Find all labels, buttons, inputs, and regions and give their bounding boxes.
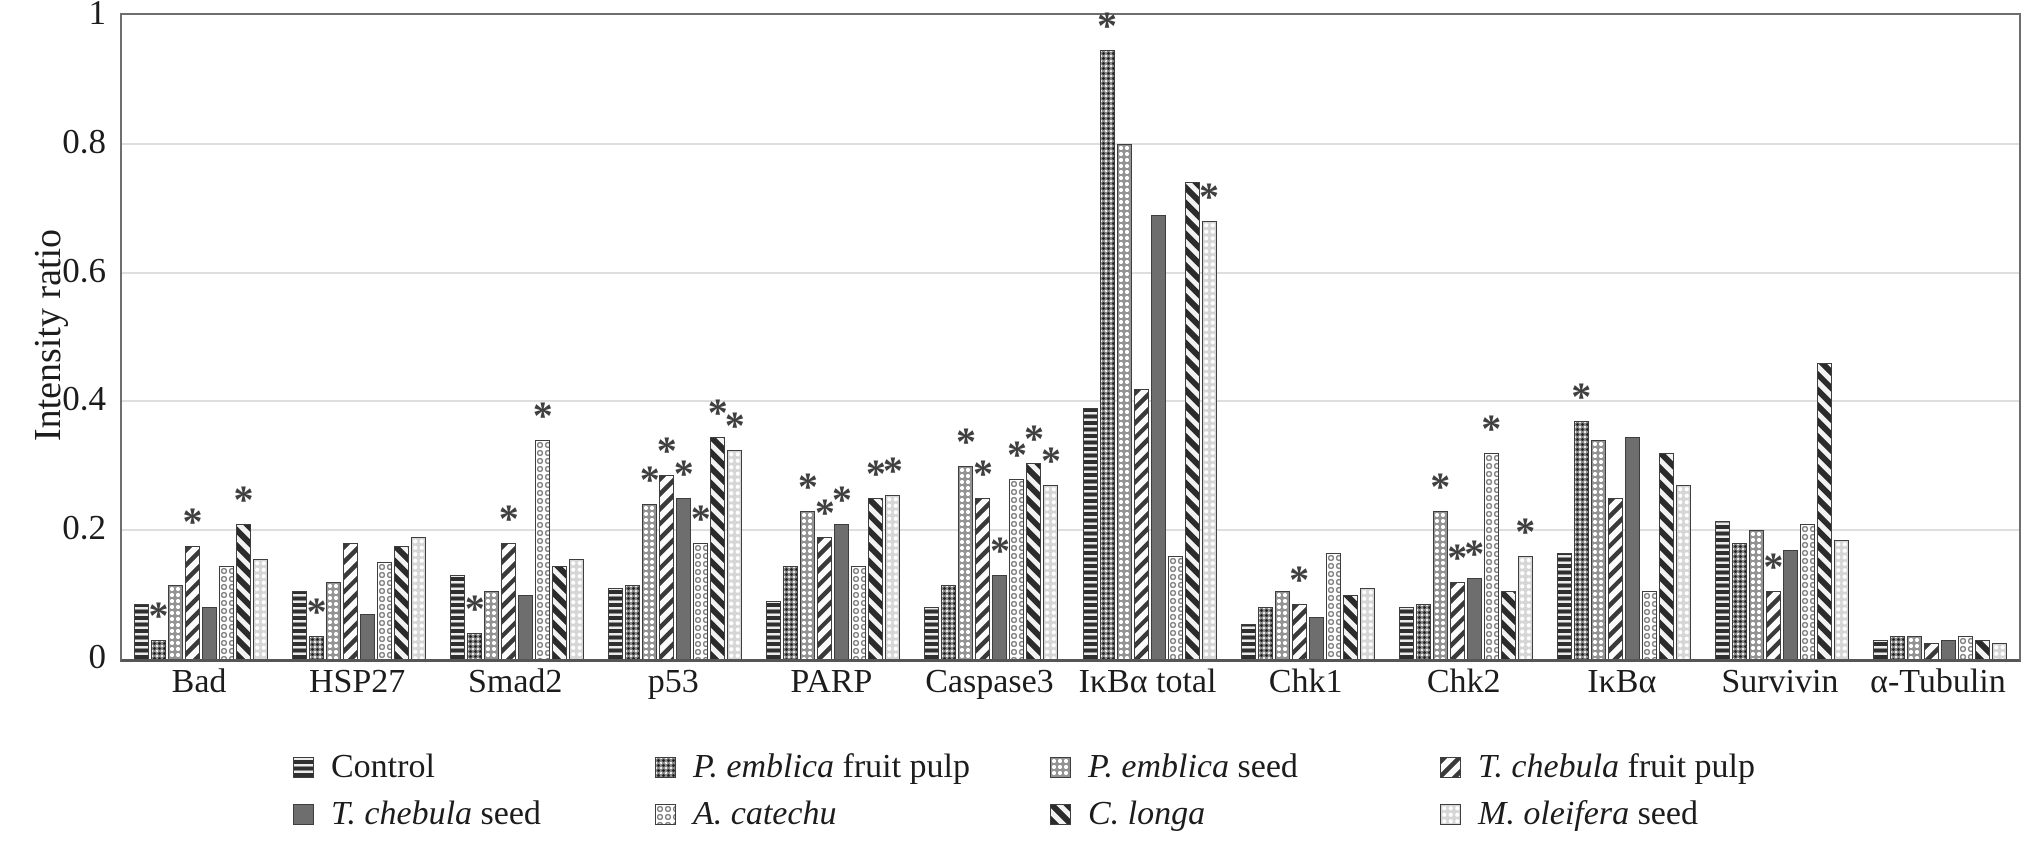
- bar: [518, 595, 533, 659]
- legend-label-regular-part: seed: [472, 795, 541, 832]
- legend-item: [1440, 795, 1920, 833]
- significance-asterisk: *: [182, 499, 203, 544]
- x-axis-label: Smad2: [467, 663, 563, 700]
- bar: [343, 543, 358, 659]
- significance-asterisk: *: [707, 390, 728, 435]
- bar: [1924, 643, 1939, 659]
- bar: [1416, 604, 1431, 659]
- legend-swatch-diagonal-up-stripes-icon: [1440, 757, 1461, 778]
- bar: [766, 601, 781, 659]
- bar: [377, 562, 392, 659]
- significance-asterisk: *: [1040, 438, 1061, 483]
- bar: [783, 566, 798, 659]
- legend-label-italic-part: T. chebula: [331, 795, 473, 832]
- x-axis-label: α-Tubulin: [1870, 663, 2006, 700]
- bar: [253, 559, 268, 659]
- bar: [1749, 530, 1764, 659]
- x-axis-label: Survivin: [1721, 663, 1839, 700]
- significance-asterisk: *: [831, 477, 852, 522]
- bar: [1715, 521, 1730, 659]
- legend-label-regular-part: seed: [1229, 748, 1298, 785]
- bar: [1958, 636, 1973, 659]
- significance-asterisk: *: [972, 451, 993, 496]
- significance-asterisk: *: [797, 464, 818, 509]
- significance-asterisk: *: [673, 451, 694, 496]
- legend-swatch-dark-stipple-icon: [655, 757, 676, 778]
- bar: [1766, 591, 1781, 659]
- gridline-0.8: [122, 143, 2019, 145]
- legend-label-regular-part: fruit pulp: [834, 748, 970, 785]
- bar: [1168, 556, 1183, 659]
- legend-item: [1440, 748, 1920, 786]
- significance-asterisk: *: [1481, 406, 1502, 451]
- bar: [975, 498, 990, 659]
- legend-label: [1088, 748, 1298, 786]
- significance-asterisk: *: [1097, 3, 1118, 48]
- bar: [1309, 617, 1324, 659]
- legend-item: [293, 748, 655, 786]
- x-axis-label: Chk2: [1426, 663, 1501, 700]
- legend-swatch-diagonal-down-stripes-icon: [1050, 804, 1071, 825]
- legend-label-italic-part: P. emblica: [693, 748, 835, 785]
- x-axis-label: PARP: [790, 663, 873, 700]
- bar: [1467, 578, 1482, 659]
- significance-asterisk: *: [1006, 432, 1027, 477]
- bar: [1574, 421, 1589, 659]
- legend-label-italic-part: T. chebula: [1478, 748, 1620, 785]
- bar: [569, 559, 584, 659]
- x-axis-label: IκBα total: [1078, 663, 1217, 700]
- legend-swatch-solid-dark-gray-icon: [293, 804, 314, 825]
- significance-asterisk: *: [306, 589, 327, 634]
- x-axis-label: Caspase3: [925, 663, 1054, 700]
- legend-swatch-white-diamond-dots-icon: [655, 804, 676, 825]
- bar: [1873, 640, 1888, 659]
- legend-swatch-gray-polka-icon: [1050, 757, 1071, 778]
- significance-asterisk: *: [814, 490, 835, 535]
- significance-asterisk: *: [656, 428, 677, 473]
- y-tick-label: 0.4: [62, 379, 106, 419]
- bar: [1732, 543, 1747, 659]
- bar: [134, 604, 149, 659]
- legend-label: [331, 795, 541, 833]
- legend-label-italic-part: A. catechu: [693, 795, 837, 832]
- bar: [924, 607, 939, 659]
- bar: [608, 588, 623, 659]
- y-tick-label: 1: [88, 0, 106, 32]
- significance-asterisk: *: [1515, 509, 1536, 554]
- bar: [1100, 50, 1115, 659]
- y-tick-label: 0.2: [62, 508, 106, 548]
- bar: [1185, 182, 1200, 659]
- significance-asterisk: *: [498, 496, 519, 541]
- significance-asterisk: *: [1289, 557, 1310, 602]
- bar: [1360, 588, 1375, 659]
- legend-label: [693, 748, 970, 786]
- bar: [1676, 485, 1691, 659]
- significance-asterisk: *: [1023, 416, 1044, 461]
- legend-item: [293, 795, 655, 833]
- legend-label: [693, 795, 837, 833]
- bar: [501, 543, 516, 659]
- bar: [1800, 524, 1815, 659]
- x-axis-label: HSP27: [308, 663, 406, 700]
- x-axis-label: IκBα: [1587, 663, 1657, 700]
- significance-asterisk: *: [532, 393, 553, 438]
- legend-item: [1050, 795, 1440, 833]
- significance-asterisk: *: [1763, 544, 1784, 589]
- significance-asterisk: *: [1447, 535, 1468, 580]
- bar: [1009, 479, 1024, 659]
- bar: [1275, 591, 1290, 659]
- bar: [1992, 643, 2007, 659]
- bar: [326, 582, 341, 659]
- bar: [1817, 363, 1832, 659]
- bar: [659, 475, 674, 659]
- bar: [800, 511, 815, 659]
- bar: [642, 504, 657, 659]
- bar: [1518, 556, 1533, 659]
- legend-label-regular-part: fruit pulp: [1619, 748, 1755, 785]
- bar: [1642, 591, 1657, 659]
- legend-label-regular-part: seed: [1629, 795, 1698, 832]
- bar: [1151, 215, 1166, 659]
- bar: [1907, 636, 1922, 659]
- x-axis-label: p53: [647, 663, 699, 700]
- bar: [1975, 640, 1990, 659]
- bar: [202, 607, 217, 659]
- gridline-0.2: [122, 529, 2019, 531]
- bar: [885, 495, 900, 659]
- legend-label: [1478, 795, 1698, 833]
- significance-asterisk: *: [955, 419, 976, 464]
- plot-area: [120, 3, 2021, 662]
- significance-asterisk: *: [233, 477, 254, 522]
- significance-asterisk: *: [148, 593, 169, 638]
- legend-swatch-horizontal-lines-icon: [293, 757, 314, 778]
- bar: [1043, 485, 1058, 659]
- significance-asterisk: *: [865, 451, 886, 496]
- y-tick-label: 0.6: [62, 250, 106, 290]
- bar: [817, 537, 832, 659]
- bar: [1625, 437, 1640, 659]
- gridline-0.4: [122, 400, 2019, 402]
- bar: [1783, 550, 1798, 659]
- bar: [1083, 408, 1098, 659]
- bar: [1326, 553, 1341, 659]
- bar: [1834, 540, 1849, 659]
- significance-asterisk: *: [1571, 374, 1592, 419]
- bar: [467, 633, 482, 659]
- bar: [151, 640, 166, 659]
- bar: [992, 575, 1007, 659]
- bar: [360, 614, 375, 659]
- bar: [484, 591, 499, 659]
- bar: [1659, 453, 1674, 659]
- y-tick-label: 0.8: [62, 121, 106, 161]
- bar: [552, 566, 567, 659]
- legend-swatch-light-polka-icon: [1440, 804, 1461, 825]
- significance-asterisk: *: [882, 448, 903, 493]
- significance-asterisk: *: [464, 586, 485, 631]
- significance-asterisk: *: [1464, 531, 1485, 576]
- legend-label-regular-part: Control: [331, 748, 435, 785]
- bar: [727, 450, 742, 659]
- bar: [1890, 636, 1905, 659]
- bar: [625, 585, 640, 659]
- bar: [1608, 498, 1623, 659]
- bar: [1241, 624, 1256, 659]
- y-axis-title: Intensity ratio: [27, 228, 69, 442]
- bar: [219, 566, 234, 659]
- bar: [851, 566, 866, 659]
- bar: [1557, 553, 1572, 659]
- bar: [1117, 144, 1132, 659]
- bar: [1484, 453, 1499, 659]
- bar: [693, 543, 708, 659]
- legend-item: [655, 748, 1050, 786]
- significance-asterisk: *: [724, 403, 745, 448]
- bar: [1501, 591, 1516, 659]
- legend-label: [1088, 795, 1205, 833]
- bar: [1399, 607, 1414, 659]
- bar: [411, 537, 426, 659]
- significance-asterisk: *: [690, 496, 711, 541]
- bar: [394, 546, 409, 659]
- gridline-0.6: [122, 272, 2019, 274]
- bar: [958, 466, 973, 659]
- significance-asterisk: *: [1199, 174, 1220, 219]
- bar: [1292, 604, 1307, 659]
- bar: [236, 524, 251, 659]
- bar: [710, 437, 725, 659]
- bar: [1941, 640, 1956, 659]
- bar: [168, 585, 183, 659]
- bar: [834, 524, 849, 659]
- significance-asterisk: *: [1430, 464, 1451, 509]
- significance-asterisk: *: [989, 528, 1010, 573]
- bar: [1258, 607, 1273, 659]
- bar: [1433, 511, 1448, 659]
- bar: [1134, 389, 1149, 659]
- bar: [535, 440, 550, 659]
- y-tick-label: 0: [88, 637, 106, 676]
- bar: [309, 636, 324, 659]
- bar: [868, 498, 883, 659]
- bar: [676, 498, 691, 659]
- bar: [1343, 595, 1358, 659]
- legend-label: [331, 748, 435, 786]
- x-axis-label: Chk1: [1268, 663, 1343, 700]
- legend-item: [1050, 748, 1440, 786]
- legend-label: [1478, 748, 1755, 786]
- bar: [1202, 221, 1217, 659]
- x-axis-label: Bad: [171, 663, 227, 700]
- legend-label-italic-part: M. oleifera: [1478, 795, 1630, 832]
- bar: [1026, 463, 1041, 659]
- bar: [941, 585, 956, 659]
- legend-label-italic-part: P. emblica: [1088, 748, 1230, 785]
- significance-asterisk: *: [639, 457, 660, 502]
- bar: [1591, 440, 1606, 659]
- legend: [293, 748, 1920, 833]
- bar: [1450, 582, 1465, 659]
- bar: [292, 591, 307, 659]
- legend-label-italic-part: C. longa: [1088, 795, 1206, 832]
- legend-item: [655, 795, 1050, 833]
- bar: [450, 575, 465, 659]
- bar: [185, 546, 200, 659]
